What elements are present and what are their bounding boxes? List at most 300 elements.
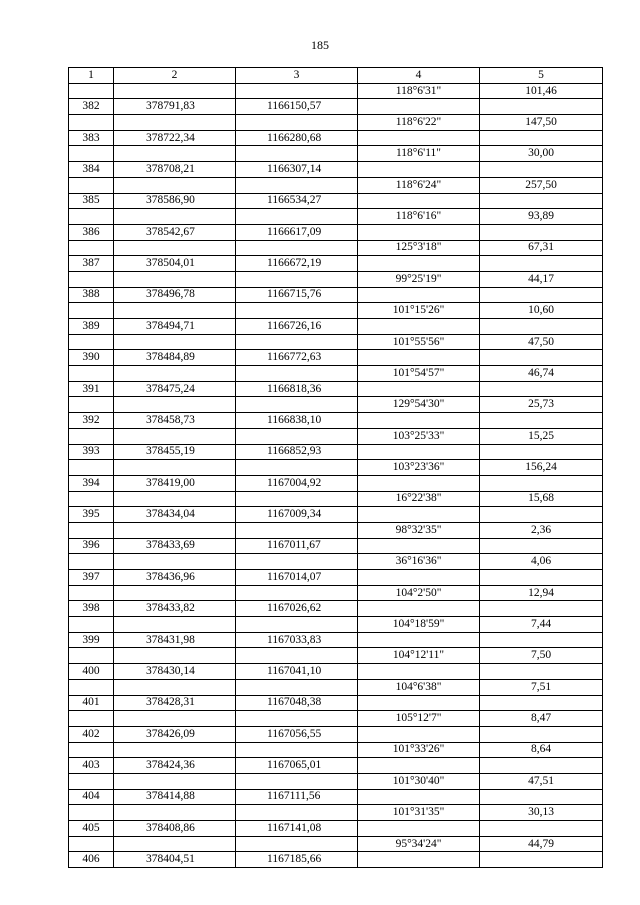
point-number-cell: 393 bbox=[69, 444, 114, 460]
direction-angle-cell: 104°2'50" bbox=[358, 585, 480, 601]
table-row bbox=[69, 836, 603, 852]
direction-angle-cell bbox=[358, 444, 480, 460]
point-number-cell bbox=[69, 491, 114, 507]
x-coordinate-cell: 378419,00 bbox=[114, 475, 236, 491]
direction-angle-cell bbox=[358, 758, 480, 774]
table-row bbox=[69, 601, 603, 617]
x-coordinate-cell: 378484,89 bbox=[114, 350, 236, 366]
distance-cell: 67,31 bbox=[480, 240, 603, 256]
y-coordinate-cell bbox=[236, 460, 358, 476]
direction-angle-cell bbox=[358, 99, 480, 115]
y-coordinate-cell bbox=[236, 805, 358, 821]
direction-angle-cell: 118°6'11" bbox=[358, 146, 480, 162]
table-row bbox=[69, 664, 603, 680]
x-coordinate-cell: 378436,96 bbox=[114, 570, 236, 586]
y-coordinate-cell: 1167026,62 bbox=[236, 601, 358, 617]
point-number-cell: 402 bbox=[69, 726, 114, 742]
table-row bbox=[69, 99, 603, 115]
table-row bbox=[69, 491, 603, 507]
point-number-cell bbox=[69, 366, 114, 382]
direction-angle-cell bbox=[358, 381, 480, 397]
table-row bbox=[69, 428, 603, 444]
y-coordinate-cell bbox=[236, 366, 358, 382]
direction-angle-cell bbox=[358, 821, 480, 837]
point-number-cell bbox=[69, 83, 114, 99]
y-coordinate-cell: 1167014,07 bbox=[236, 570, 358, 586]
x-coordinate-cell: 378458,73 bbox=[114, 413, 236, 429]
y-coordinate-cell bbox=[236, 522, 358, 538]
y-coordinate-cell bbox=[236, 585, 358, 601]
point-number-cell: 389 bbox=[69, 319, 114, 335]
point-number-cell bbox=[69, 146, 114, 162]
x-coordinate-cell bbox=[114, 617, 236, 633]
distance-cell bbox=[480, 852, 603, 868]
table-row bbox=[69, 193, 603, 209]
distance-cell: 257,50 bbox=[480, 177, 603, 193]
distance-cell bbox=[480, 413, 603, 429]
x-coordinate-cell: 378431,98 bbox=[114, 632, 236, 648]
point-number-cell bbox=[69, 397, 114, 413]
distance-cell bbox=[480, 789, 603, 805]
point-number-cell bbox=[69, 115, 114, 131]
table-row bbox=[69, 522, 603, 538]
point-number-cell: 392 bbox=[69, 413, 114, 429]
table-row bbox=[69, 507, 603, 523]
x-coordinate-cell bbox=[114, 177, 236, 193]
direction-angle-cell: 101°55'56" bbox=[358, 334, 480, 350]
distance-cell: 12,94 bbox=[480, 585, 603, 601]
table-row bbox=[69, 460, 603, 476]
point-number-cell: 390 bbox=[69, 350, 114, 366]
header-col-3: 3 bbox=[236, 68, 358, 84]
header-col-5: 5 bbox=[480, 68, 603, 84]
table-header bbox=[69, 68, 603, 84]
distance-cell bbox=[480, 601, 603, 617]
x-coordinate-cell: 378722,34 bbox=[114, 130, 236, 146]
direction-angle-cell bbox=[358, 632, 480, 648]
distance-cell bbox=[480, 350, 603, 366]
table-row bbox=[69, 475, 603, 491]
y-coordinate-cell bbox=[236, 177, 358, 193]
table-row bbox=[69, 711, 603, 727]
header-col-1: 1 bbox=[69, 68, 114, 84]
point-number-cell: 391 bbox=[69, 381, 114, 397]
point-number-cell bbox=[69, 240, 114, 256]
x-coordinate-cell bbox=[114, 146, 236, 162]
direction-angle-cell: 95°34'24" bbox=[358, 836, 480, 852]
table-body bbox=[69, 83, 603, 867]
y-coordinate-cell bbox=[236, 491, 358, 507]
table-row bbox=[69, 726, 603, 742]
table-row bbox=[69, 821, 603, 837]
x-coordinate-cell bbox=[114, 585, 236, 601]
table-row bbox=[69, 287, 603, 303]
table-row bbox=[69, 570, 603, 586]
point-number-cell: 385 bbox=[69, 193, 114, 209]
table-row bbox=[69, 413, 603, 429]
table-row bbox=[69, 115, 603, 131]
y-coordinate-cell: 1166617,09 bbox=[236, 224, 358, 240]
x-coordinate-cell: 378586,90 bbox=[114, 193, 236, 209]
distance-cell: 30,00 bbox=[480, 146, 603, 162]
direction-angle-cell: 104°6'38" bbox=[358, 679, 480, 695]
y-coordinate-cell bbox=[236, 83, 358, 99]
y-coordinate-cell: 1167056,55 bbox=[236, 726, 358, 742]
point-number-cell: 394 bbox=[69, 475, 114, 491]
y-coordinate-cell bbox=[236, 711, 358, 727]
direction-angle-cell: 16°22'38" bbox=[358, 491, 480, 507]
direction-angle-cell: 98°32'35" bbox=[358, 522, 480, 538]
point-number-cell bbox=[69, 617, 114, 633]
point-number-cell: 396 bbox=[69, 538, 114, 554]
distance-cell bbox=[480, 758, 603, 774]
y-coordinate-cell bbox=[236, 554, 358, 570]
direction-angle-cell: 105°12'7" bbox=[358, 711, 480, 727]
y-coordinate-cell: 1167065,01 bbox=[236, 758, 358, 774]
x-coordinate-cell: 378475,24 bbox=[114, 381, 236, 397]
y-coordinate-cell bbox=[236, 146, 358, 162]
x-coordinate-cell bbox=[114, 428, 236, 444]
table-row bbox=[69, 679, 603, 695]
table-row bbox=[69, 319, 603, 335]
point-number-cell: 398 bbox=[69, 601, 114, 617]
distance-cell: 2,36 bbox=[480, 522, 603, 538]
table-row bbox=[69, 695, 603, 711]
distance-cell: 44,79 bbox=[480, 836, 603, 852]
direction-angle-cell: 118°6'24" bbox=[358, 177, 480, 193]
x-coordinate-cell bbox=[114, 522, 236, 538]
distance-cell: 4,06 bbox=[480, 554, 603, 570]
distance-cell bbox=[480, 224, 603, 240]
point-number-cell bbox=[69, 836, 114, 852]
x-coordinate-cell: 378404,51 bbox=[114, 852, 236, 868]
table-row bbox=[69, 617, 603, 633]
table-row bbox=[69, 538, 603, 554]
x-coordinate-cell bbox=[114, 271, 236, 287]
page-number: 185 bbox=[311, 38, 329, 52]
direction-angle-cell bbox=[358, 413, 480, 429]
distance-cell bbox=[480, 444, 603, 460]
x-coordinate-cell bbox=[114, 554, 236, 570]
table-row bbox=[69, 789, 603, 805]
y-coordinate-cell bbox=[236, 648, 358, 664]
x-coordinate-cell: 378496,78 bbox=[114, 287, 236, 303]
point-number-cell: 401 bbox=[69, 695, 114, 711]
direction-angle-cell: 101°54'57" bbox=[358, 366, 480, 382]
x-coordinate-cell: 378414,88 bbox=[114, 789, 236, 805]
y-coordinate-cell: 1166672,19 bbox=[236, 256, 358, 272]
direction-angle-cell: 104°12'11" bbox=[358, 648, 480, 664]
distance-cell bbox=[480, 319, 603, 335]
x-coordinate-cell bbox=[114, 209, 236, 225]
direction-angle-cell: 101°33'26" bbox=[358, 742, 480, 758]
x-coordinate-cell: 378455,19 bbox=[114, 444, 236, 460]
point-number-cell: 383 bbox=[69, 130, 114, 146]
x-coordinate-cell bbox=[114, 303, 236, 319]
table-row bbox=[69, 224, 603, 240]
point-number-cell: 382 bbox=[69, 99, 114, 115]
y-coordinate-cell: 1166818,36 bbox=[236, 381, 358, 397]
x-coordinate-cell bbox=[114, 366, 236, 382]
y-coordinate-cell bbox=[236, 303, 358, 319]
direction-angle-cell bbox=[358, 130, 480, 146]
x-coordinate-cell: 378434,04 bbox=[114, 507, 236, 523]
y-coordinate-cell: 1167011,67 bbox=[236, 538, 358, 554]
point-number-cell: 400 bbox=[69, 664, 114, 680]
point-number-cell bbox=[69, 522, 114, 538]
direction-angle-cell bbox=[358, 256, 480, 272]
x-coordinate-cell: 378430,14 bbox=[114, 664, 236, 680]
direction-angle-cell bbox=[358, 507, 480, 523]
point-number-cell: 399 bbox=[69, 632, 114, 648]
point-number-cell: 406 bbox=[69, 852, 114, 868]
direction-angle-cell bbox=[358, 664, 480, 680]
point-number-cell bbox=[69, 679, 114, 695]
y-coordinate-cell bbox=[236, 742, 358, 758]
x-coordinate-cell bbox=[114, 240, 236, 256]
point-number-cell: 386 bbox=[69, 224, 114, 240]
direction-angle-cell: 36°16'36" bbox=[358, 554, 480, 570]
distance-cell bbox=[480, 664, 603, 680]
distance-cell bbox=[480, 130, 603, 146]
table-row bbox=[69, 162, 603, 178]
direction-angle-cell: 118°6'31" bbox=[358, 83, 480, 99]
distance-cell: 156,24 bbox=[480, 460, 603, 476]
distance-cell bbox=[480, 538, 603, 554]
header-col-4: 4 bbox=[358, 68, 480, 84]
distance-cell: 44,17 bbox=[480, 271, 603, 287]
header-row bbox=[69, 68, 603, 84]
point-number-cell bbox=[69, 177, 114, 193]
direction-angle-cell: 129°54'30" bbox=[358, 397, 480, 413]
table-row bbox=[69, 177, 603, 193]
x-coordinate-cell bbox=[114, 711, 236, 727]
table-row bbox=[69, 773, 603, 789]
point-number-cell: 387 bbox=[69, 256, 114, 272]
distance-cell: 101,46 bbox=[480, 83, 603, 99]
x-coordinate-cell bbox=[114, 773, 236, 789]
distance-cell bbox=[480, 99, 603, 115]
y-coordinate-cell: 1166534,27 bbox=[236, 193, 358, 209]
y-coordinate-cell bbox=[236, 209, 358, 225]
table-row bbox=[69, 585, 603, 601]
y-coordinate-cell: 1166772,63 bbox=[236, 350, 358, 366]
distance-cell: 7,50 bbox=[480, 648, 603, 664]
x-coordinate-cell: 378708,21 bbox=[114, 162, 236, 178]
distance-cell: 8,64 bbox=[480, 742, 603, 758]
y-coordinate-cell: 1167185,66 bbox=[236, 852, 358, 868]
direction-angle-cell: 103°25'33" bbox=[358, 428, 480, 444]
x-coordinate-cell: 378408,86 bbox=[114, 821, 236, 837]
point-number-cell bbox=[69, 428, 114, 444]
table-row bbox=[69, 805, 603, 821]
direction-angle-cell: 101°31'35" bbox=[358, 805, 480, 821]
y-coordinate-cell bbox=[236, 679, 358, 695]
table-row bbox=[69, 852, 603, 868]
point-number-cell: 404 bbox=[69, 789, 114, 805]
direction-angle-cell bbox=[358, 789, 480, 805]
y-coordinate-cell bbox=[236, 115, 358, 131]
x-coordinate-cell: 378494,71 bbox=[114, 319, 236, 335]
x-coordinate-cell: 378504,01 bbox=[114, 256, 236, 272]
distance-cell: 47,50 bbox=[480, 334, 603, 350]
distance-cell bbox=[480, 256, 603, 272]
y-coordinate-cell: 1166307,14 bbox=[236, 162, 358, 178]
direction-angle-cell bbox=[358, 726, 480, 742]
y-coordinate-cell: 1166280,68 bbox=[236, 130, 358, 146]
distance-cell: 147,50 bbox=[480, 115, 603, 131]
distance-cell: 15,68 bbox=[480, 491, 603, 507]
direction-angle-cell bbox=[358, 162, 480, 178]
x-coordinate-cell bbox=[114, 83, 236, 99]
point-number-cell: 395 bbox=[69, 507, 114, 523]
distance-cell: 7,51 bbox=[480, 679, 603, 695]
distance-cell bbox=[480, 632, 603, 648]
direction-angle-cell bbox=[358, 224, 480, 240]
y-coordinate-cell: 1166150,57 bbox=[236, 99, 358, 115]
y-coordinate-cell: 1167004,92 bbox=[236, 475, 358, 491]
x-coordinate-cell bbox=[114, 397, 236, 413]
x-coordinate-cell: 378433,82 bbox=[114, 601, 236, 617]
x-coordinate-cell bbox=[114, 334, 236, 350]
direction-angle-cell bbox=[358, 193, 480, 209]
x-coordinate-cell: 378542,67 bbox=[114, 224, 236, 240]
y-coordinate-cell: 1166852,93 bbox=[236, 444, 358, 460]
direction-angle-cell: 101°15'26" bbox=[358, 303, 480, 319]
y-coordinate-cell bbox=[236, 334, 358, 350]
x-coordinate-cell: 378433,69 bbox=[114, 538, 236, 554]
table-row bbox=[69, 742, 603, 758]
point-number-cell bbox=[69, 460, 114, 476]
x-coordinate-cell: 378424,36 bbox=[114, 758, 236, 774]
direction-angle-cell bbox=[358, 350, 480, 366]
table-row bbox=[69, 758, 603, 774]
table-row bbox=[69, 648, 603, 664]
point-number-cell: 403 bbox=[69, 758, 114, 774]
distance-cell bbox=[480, 193, 603, 209]
point-number-cell: 384 bbox=[69, 162, 114, 178]
point-number-cell bbox=[69, 805, 114, 821]
x-coordinate-cell bbox=[114, 836, 236, 852]
table-row bbox=[69, 444, 603, 460]
distance-cell: 8,47 bbox=[480, 711, 603, 727]
point-number-cell: 388 bbox=[69, 287, 114, 303]
x-coordinate-cell bbox=[114, 115, 236, 131]
distance-cell: 15,25 bbox=[480, 428, 603, 444]
direction-angle-cell: 104°18'59" bbox=[358, 617, 480, 633]
y-coordinate-cell: 1166715,76 bbox=[236, 287, 358, 303]
distance-cell bbox=[480, 726, 603, 742]
table-row bbox=[69, 632, 603, 648]
table-row bbox=[69, 303, 603, 319]
distance-cell bbox=[480, 162, 603, 178]
x-coordinate-cell bbox=[114, 742, 236, 758]
table-row bbox=[69, 381, 603, 397]
direction-angle-cell bbox=[358, 695, 480, 711]
distance-cell bbox=[480, 475, 603, 491]
point-number-cell bbox=[69, 648, 114, 664]
distance-cell: 7,44 bbox=[480, 617, 603, 633]
y-coordinate-cell bbox=[236, 428, 358, 444]
header-col-2: 2 bbox=[114, 68, 236, 84]
direction-angle-cell bbox=[358, 475, 480, 491]
table-row bbox=[69, 240, 603, 256]
y-coordinate-cell bbox=[236, 836, 358, 852]
y-coordinate-cell bbox=[236, 271, 358, 287]
distance-cell bbox=[480, 821, 603, 837]
distance-cell: 10,60 bbox=[480, 303, 603, 319]
direction-angle-cell: 103°23'36" bbox=[358, 460, 480, 476]
direction-angle-cell: 101°30'40" bbox=[358, 773, 480, 789]
point-number-cell: 397 bbox=[69, 570, 114, 586]
x-coordinate-cell bbox=[114, 648, 236, 664]
y-coordinate-cell bbox=[236, 240, 358, 256]
table-row bbox=[69, 146, 603, 162]
point-number-cell bbox=[69, 271, 114, 287]
y-coordinate-cell: 1167009,34 bbox=[236, 507, 358, 523]
table-row bbox=[69, 366, 603, 382]
distance-cell bbox=[480, 381, 603, 397]
x-coordinate-cell: 378791,83 bbox=[114, 99, 236, 115]
direction-angle-cell: 118°6'16" bbox=[358, 209, 480, 225]
y-coordinate-cell bbox=[236, 617, 358, 633]
y-coordinate-cell: 1167033,83 bbox=[236, 632, 358, 648]
point-number-cell bbox=[69, 711, 114, 727]
direction-angle-cell bbox=[358, 538, 480, 554]
direction-angle-cell bbox=[358, 570, 480, 586]
direction-angle-cell: 118°6'22" bbox=[358, 115, 480, 131]
table-row bbox=[69, 209, 603, 225]
table-row bbox=[69, 271, 603, 287]
direction-angle-cell bbox=[358, 319, 480, 335]
distance-cell: 30,13 bbox=[480, 805, 603, 821]
table-row bbox=[69, 130, 603, 146]
direction-angle-cell bbox=[358, 601, 480, 617]
distance-cell bbox=[480, 507, 603, 523]
y-coordinate-cell: 1167041,10 bbox=[236, 664, 358, 680]
table-row bbox=[69, 83, 603, 99]
point-number-cell bbox=[69, 303, 114, 319]
table-row bbox=[69, 554, 603, 570]
x-coordinate-cell bbox=[114, 491, 236, 507]
table-row bbox=[69, 350, 603, 366]
point-number-cell bbox=[69, 742, 114, 758]
direction-angle-cell bbox=[358, 287, 480, 303]
point-number-cell bbox=[69, 773, 114, 789]
x-coordinate-cell: 378428,31 bbox=[114, 695, 236, 711]
coordinates-table bbox=[68, 67, 603, 868]
point-number-cell: 405 bbox=[69, 821, 114, 837]
point-number-cell bbox=[69, 585, 114, 601]
table-row bbox=[69, 256, 603, 272]
distance-cell bbox=[480, 287, 603, 303]
point-number-cell bbox=[69, 554, 114, 570]
y-coordinate-cell bbox=[236, 397, 358, 413]
x-coordinate-cell bbox=[114, 679, 236, 695]
table-row bbox=[69, 334, 603, 350]
distance-cell: 25,73 bbox=[480, 397, 603, 413]
direction-angle-cell bbox=[358, 852, 480, 868]
x-coordinate-cell: 378426,09 bbox=[114, 726, 236, 742]
distance-cell: 46,74 bbox=[480, 366, 603, 382]
y-coordinate-cell: 1166726,16 bbox=[236, 319, 358, 335]
y-coordinate-cell: 1167048,38 bbox=[236, 695, 358, 711]
point-number-cell bbox=[69, 209, 114, 225]
distance-cell bbox=[480, 695, 603, 711]
table-row bbox=[69, 397, 603, 413]
y-coordinate-cell: 1167111,56 bbox=[236, 789, 358, 805]
point-number-cell bbox=[69, 334, 114, 350]
